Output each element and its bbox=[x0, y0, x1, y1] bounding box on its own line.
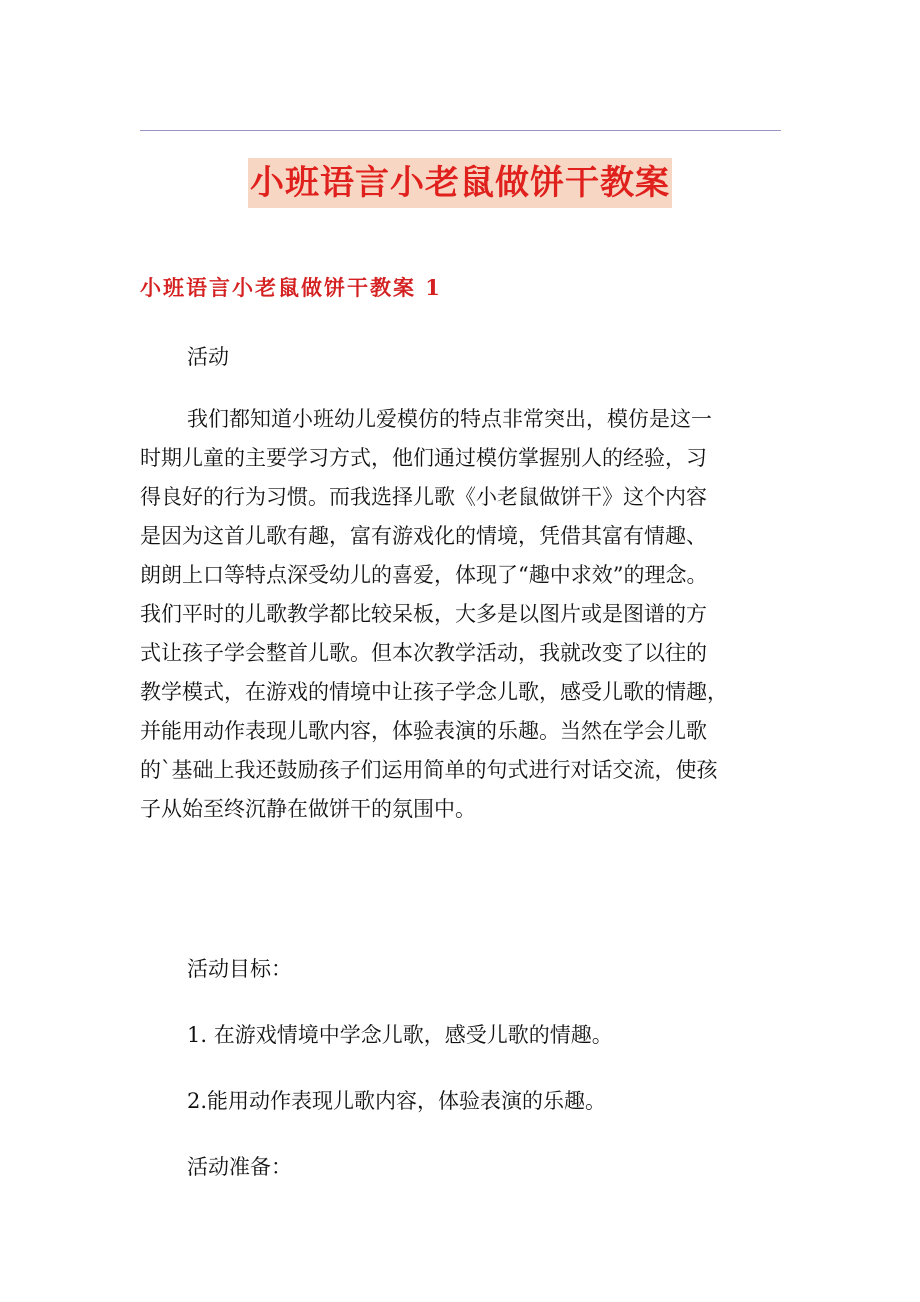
intro-line: 的`基础上我还鼓励孩子们运用简单的句式进行对话交流，使孩 bbox=[140, 758, 718, 782]
title-container bbox=[0, 158, 920, 208]
goal-2-paragraph bbox=[140, 1082, 780, 1121]
intro-line: 时期儿童的主要学习方式，他们通过模仿掌握别人的经验，习 bbox=[140, 446, 707, 470]
intro-line: 朗朗上口等特点深受幼儿的喜爱，体现了“趣中求效”的理念。 bbox=[140, 563, 708, 587]
header-rule bbox=[140, 130, 781, 131]
intro-line: 是因为这首儿歌有趣，富有游戏化的情境，凭借其富有情趣、 bbox=[140, 524, 707, 548]
intro-paragraph bbox=[140, 400, 780, 829]
goal-item: 2.能用动作表现儿歌内容，体验表演的乐趣。 bbox=[187, 1089, 607, 1113]
intro-line: 子从始至终沉静在做饼干的氛围中。 bbox=[140, 797, 476, 821]
intro-line: 式让孩子学会整首儿歌。但本次教学活动，我就改变了以往的 bbox=[140, 641, 707, 665]
goal-item: 1. 在游戏情境中学念儿歌，感受儿歌的情趣。 bbox=[187, 1023, 613, 1047]
intro-line: 并能用动作表现儿歌内容，体验表演的乐趣。当然在学会儿歌 bbox=[140, 719, 707, 743]
intro-line: 我们平时的儿歌教学都比较呆板，大多是以图片或是图谱的方 bbox=[140, 602, 707, 626]
intro-line: 教学模式，在游戏的情境中让孩子学念儿歌，感受儿歌的情趣， bbox=[140, 680, 728, 704]
document-title: 小班语言小老鼠做饼干教案 bbox=[248, 158, 672, 208]
goal-1-paragraph bbox=[140, 1016, 780, 1055]
prep-label-paragraph bbox=[140, 1148, 780, 1187]
prep-label: 活动准备： bbox=[187, 1155, 292, 1179]
intro-line: 我们都知道小班幼儿爱模仿的特点非常突出，模仿是这一 bbox=[187, 407, 712, 431]
activity-label: 活动 bbox=[187, 345, 229, 369]
intro-line: 得良好的行为习惯。而我选择儿歌《小老鼠做饼干》这个内容 bbox=[140, 485, 707, 509]
section-heading: 小班语言小老鼠做饼干教案 1 bbox=[140, 275, 442, 300]
activity-label-paragraph bbox=[140, 338, 780, 377]
goals-label: 活动目标： bbox=[187, 957, 292, 981]
goals-label-paragraph bbox=[140, 950, 780, 989]
